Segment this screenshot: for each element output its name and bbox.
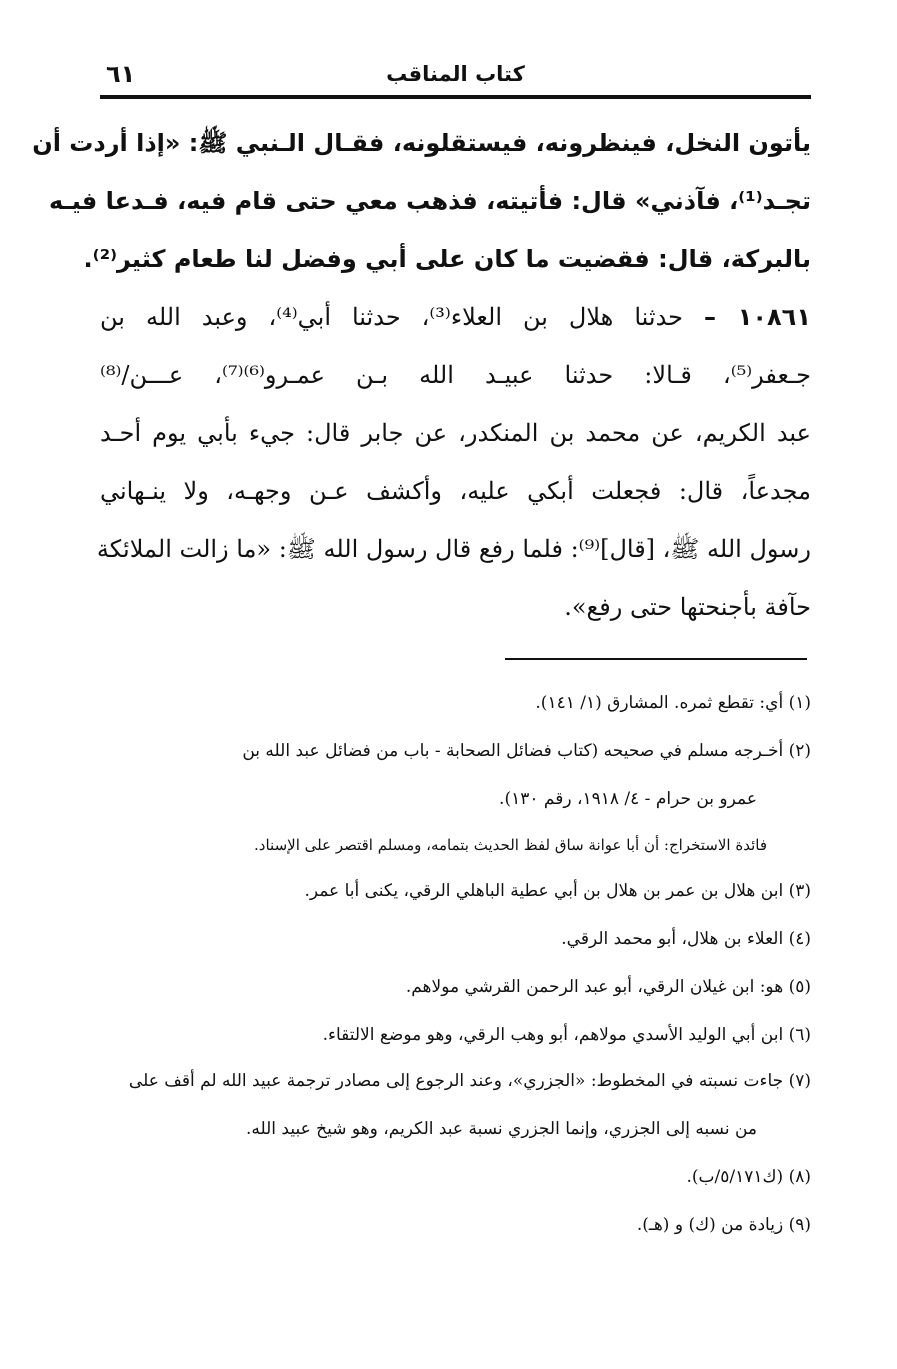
footnote-2-note: فائدة الاستخراج: أن أبا عوانة ساق لفظ الحديث بتمامه، ومسلم اقتصر على الإسناد. [254, 836, 767, 854]
footnote-5: (٥) هو: ابن غيلان الرقي، أبو عبد الرحمن القرشي مولاهم. [405, 977, 811, 997]
hadith-line-1 [100, 302, 811, 332]
page-header [100, 62, 811, 92]
body-line-2: تجـد⁽¹⁾، فآذني» قال: فأتيته، فذهب معي حتى قام فيه، فـدعا فيـه [48, 187, 811, 215]
page-number: ٦١ [106, 60, 136, 88]
body-line-1: يأتون النخل، فينظرونه، فيستقلونه، فقـال الـنبي ﷺ: «إذا أردت أن [32, 129, 811, 157]
footnote-8: (٨) (ك٥/١٧١/ب). [686, 1167, 811, 1187]
hadith-line-3: عبد الكريم، عن محمد بن المنكدر، عن جابر قال: جيء بأبي يوم أحـد [100, 419, 811, 447]
footnote-6: (٦) ابن أبي الوليد الأسدي مولاهم، أبو وهب الرقي، وهو موضع الالتقاء. [322, 1025, 811, 1045]
footnote-9: (٩) زيادة من (ك) و (هـ). [636, 1215, 811, 1235]
footnote-7: (٧) جاءت نسبته في المخطوط: «الجزري»، وعند الرجوع إلى مصادر ترجمة عبيد الله لم أقف على [128, 1071, 811, 1091]
footnote-7-cont: من نسبه إلى الجزري، وإنما الجزري نسبة عبد الكريم، وهو شيخ عبيد الله. [245, 1119, 757, 1139]
hadith-line-4: مجدعاً، قال: فجعلت أبكي عليه، وأكشف عـن وجهـه، ولا ينـهاني [100, 477, 811, 505]
footnote-3: (٣) ابن هلال بن عمر بن هلال بن أبي عطية الباهلي الرقي، يكنى أبا عمر. [304, 881, 811, 901]
hadith-line-2: جـعفر⁽⁵⁾، قـالا: حدثنا عبيـد الله بـن عمـرو⁽⁶⁾⁽⁷⁾، عـــن/⁽⁸⁾ [100, 361, 811, 389]
footnote-1: (١) أي: تقطع ثمره. المشارق (١/ ١٤١). [535, 693, 811, 713]
body-line-3: بالبركة، قال: فقضيت ما كان على أبي وفضل لنا طعام كثير⁽²⁾. [83, 245, 811, 273]
footnote-2: (٢) أخـرجه مسلم في صحيحه (كتاب فضائل الصحابة - باب من فضائل عبد الله بن [242, 741, 811, 761]
hadith-text-1: حدثنا هلال بن العلاء⁽³⁾، حدثنا أبي⁽⁴⁾، وعبد الله بن [100, 303, 683, 331]
footnote-2-cont: عمرو بن حرام - ٤/ ١٩١٨، رقم ١٣٠). [499, 789, 757, 809]
hadith-line-5: رسول الله ﷺ، [قال]⁽⁹⁾: فلما رفع قال رسول الله ﷺ: «ما زالت الملائكة [96, 535, 811, 563]
footnote-4: (٤) العلاء بن هلال، أبو محمد الرقي. [561, 929, 811, 949]
header-title: كتاب المناقب [386, 62, 525, 86]
hadith-number: ١٠٨٦١ – [704, 303, 811, 331]
hadith-line-6: حآفة بأجنحتها حتى رفع». [564, 593, 811, 621]
footnote-separator [505, 658, 807, 660]
header-rule [100, 95, 811, 99]
